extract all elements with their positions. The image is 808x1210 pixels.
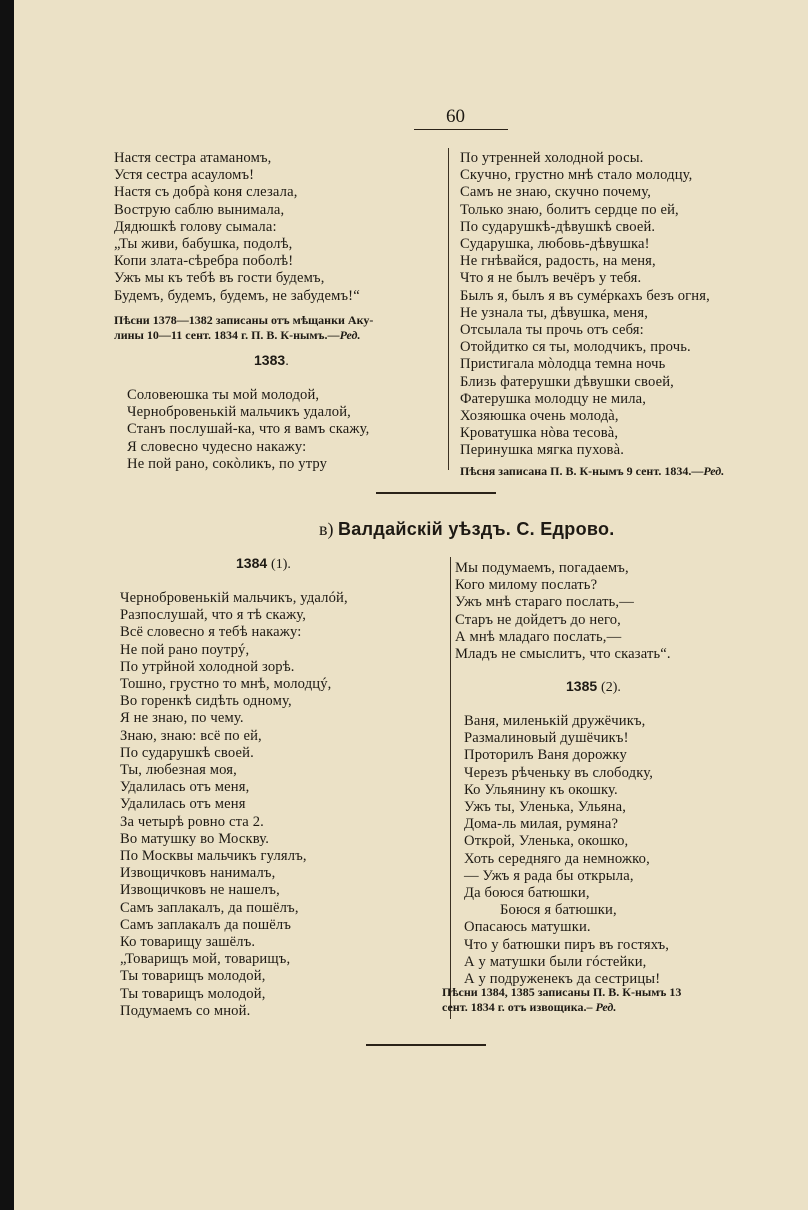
right-bottom-column bbox=[455, 560, 785, 663]
verse-line: Открой, Уленька, окошко, bbox=[464, 833, 629, 850]
verse-line: Ужъ ты, Уленька, Ульяна, bbox=[464, 799, 627, 816]
page-number: 60 bbox=[446, 106, 465, 127]
footnote-line bbox=[114, 328, 436, 343]
section-heading bbox=[319, 519, 615, 540]
verse-line: Чернобровенькій мальчикъ удалой, bbox=[127, 404, 351, 421]
verse-line: Черезъ рѣченьку въ слободку, bbox=[464, 764, 654, 781]
verse-line: Самъ заплакалъ, да пошёлъ, bbox=[120, 899, 299, 916]
verse-line: Отсылала ты прочь отъ себя: bbox=[460, 322, 644, 339]
verse-line: Подумаемъ со мной. bbox=[120, 1002, 251, 1019]
verse-line: Перинушка мягка пуховà. bbox=[460, 442, 625, 459]
verse-line: Хозяюшка очень молодà, bbox=[460, 408, 619, 425]
page bbox=[14, 0, 808, 1210]
footnote-line bbox=[442, 1000, 787, 1015]
verse-line: Во горенкѣ сидѣть одному, bbox=[120, 693, 292, 710]
footnote-text: сент. 1834 г. отъ извощика.– bbox=[442, 1000, 593, 1014]
footnote bbox=[114, 313, 436, 343]
verse-line: Во матушку во Москву. bbox=[120, 830, 270, 847]
song-1385-column bbox=[464, 713, 794, 988]
verse-line: Проторилъ Ваня дорожку bbox=[464, 747, 627, 764]
footnote-text: Пѣсня записана П. В. К-нымъ 9 сент. 1834.— bbox=[460, 463, 704, 478]
footnote-line: Пѣсни 1384, 1385 записаны П. В. К-нымъ 13 bbox=[442, 985, 682, 999]
verse-line: Соловеюшка ты мой молодой, bbox=[127, 387, 320, 403]
verse-line: Я словесно чудесно накажу: bbox=[127, 438, 307, 455]
verse-line: Младъ не смыслитъ, что сказать“. bbox=[455, 646, 671, 663]
verse-line: Не гнѣвайся, радость, на меня, bbox=[460, 253, 656, 270]
verse-line: Ужъ мы къ тебѣ въ гости будемъ, bbox=[114, 270, 325, 287]
verse-line: Боюся я батюшки, bbox=[500, 902, 617, 919]
poem-lines bbox=[460, 150, 790, 460]
verse-line: Тошно, грустно то мнѣ, молодцý, bbox=[120, 676, 332, 693]
footnote bbox=[460, 464, 790, 479]
song-number-1384 bbox=[236, 555, 291, 573]
poem-lines bbox=[464, 713, 794, 988]
verse-line: Ко Ульянину къ окошку. bbox=[464, 781, 618, 798]
verse-line: Я не знаю, по чему. bbox=[120, 710, 244, 727]
verse-line: По сударушкѣ-дѣвушкѣ своей. bbox=[460, 218, 656, 235]
verse-line: Всё словесно я тебѣ накажу: bbox=[120, 624, 302, 641]
poem-lines bbox=[455, 560, 785, 663]
verse-line: Копи злата-сѣребра поболѣ! bbox=[114, 253, 294, 270]
verse-line: Вострую саблю вынимала, bbox=[114, 201, 285, 218]
verse-line: Разпослушай, что я тѣ скажу, bbox=[120, 607, 307, 624]
verse-line: А у подруженекъ да сестрицы! bbox=[464, 971, 661, 988]
verse-line: Настя съ добрà коня слезала, bbox=[114, 184, 298, 201]
section-title: Валдайскій уѣздъ. С. Едрово. bbox=[338, 519, 615, 539]
song-number: 1383 bbox=[254, 352, 286, 368]
verse-line: Хоть середняго да немножко, bbox=[464, 850, 650, 867]
song-1383-column bbox=[127, 387, 447, 473]
right-top-column bbox=[460, 150, 790, 479]
verse-line: Не узнала ты, дѣвушка, меня, bbox=[460, 304, 649, 321]
verse-line: Знаю, знаю: всё по ей, bbox=[120, 727, 262, 744]
poem-lines bbox=[114, 150, 439, 305]
section-prefix: в) bbox=[319, 519, 334, 539]
verse-line: Мы подумаемъ, погадаемъ, bbox=[455, 560, 629, 576]
verse-line: Самъ заплакалъ да пошёлъ bbox=[120, 916, 292, 933]
verse-line: Только знаю, болитъ сердце по ей, bbox=[460, 201, 679, 218]
verse-line: Не пой рано поутрý, bbox=[120, 641, 250, 658]
verse-line: Ужъ мнѣ стараго послать,— bbox=[455, 594, 634, 611]
verse-line: Дома-ль милая, румяна? bbox=[464, 816, 619, 833]
song-number-1385 bbox=[566, 678, 621, 696]
verse-line: „Ты живи, бабушка, подолѣ, bbox=[114, 236, 293, 253]
verse-line: Былъ я, былъ я въ сумéркахъ безъ огня, bbox=[460, 287, 710, 304]
song-number-suffix: (1). bbox=[271, 557, 291, 572]
verse-line: По утренней холодной росы. bbox=[460, 150, 644, 166]
verse-line: По сударушкѣ своей. bbox=[120, 744, 254, 761]
editor-mark: Ред. bbox=[595, 1000, 617, 1014]
verse-line: Не пой рано, сокòликъ, по утру bbox=[127, 455, 328, 472]
poem-lines bbox=[127, 387, 447, 473]
verse-line: Ты товарищъ молодой, bbox=[120, 985, 266, 1002]
verse-line: Кого милому послать? bbox=[455, 577, 598, 594]
verse-line: А у матушки были гóстейки, bbox=[464, 953, 647, 970]
song-number-suffix: (2). bbox=[601, 680, 621, 695]
verse-line: Настя сестра атаманомъ, bbox=[114, 150, 272, 166]
verse-line: Ваня, миленькій дружёчикъ, bbox=[464, 713, 646, 729]
editor-mark: Ред. bbox=[339, 327, 361, 342]
verse-line: Будемъ, будемъ, будемъ, не забудемъ!“ bbox=[114, 287, 360, 304]
verse-line: За четырѣ ровно ста 2. bbox=[120, 813, 264, 830]
verse-line: Что я не былъ вечёръ у тебя. bbox=[460, 270, 642, 287]
verse-line: Устя сестра асауломъ! bbox=[114, 167, 255, 184]
verse-line: Извощичковъ не нашелъ, bbox=[120, 882, 280, 899]
column-divider bbox=[448, 148, 449, 470]
left-top-column bbox=[114, 150, 439, 343]
verse-line: Удалилась отъ меня, bbox=[120, 779, 250, 796]
verse-line: Чернобровенькій мальчикъ, удалóй, bbox=[120, 590, 348, 606]
end-rule bbox=[366, 1044, 486, 1046]
footnote-line: Пѣсни 1378—1382 записаны отъ мѣщанки Аку- bbox=[114, 312, 374, 327]
verse-line: Фатерушка молодцу не мила, bbox=[460, 390, 647, 407]
column-divider bbox=[450, 557, 451, 1019]
section-rule bbox=[376, 492, 496, 494]
verse-line: По утрйной холодной зорѣ. bbox=[120, 658, 295, 675]
verse-line: По Москвы мальчикъ гулялъ, bbox=[120, 848, 307, 865]
editor-mark: Ред. bbox=[703, 463, 725, 478]
verse-line: Скучно, грустно мнѣ стало молодцу, bbox=[460, 167, 693, 184]
verse-line: Станъ послушай-ка, что я вамъ скажу, bbox=[127, 421, 370, 438]
song-number-1383 bbox=[254, 352, 289, 368]
verse-line: Ко товарищу зашёлъ. bbox=[120, 934, 256, 951]
verse-line: Да боюся батюшки, bbox=[464, 885, 590, 902]
page-number-rule bbox=[414, 129, 508, 130]
verse-line: Удалилась отъ меня bbox=[120, 796, 246, 813]
verse-line: Дядюшкѣ голову сымала: bbox=[114, 218, 277, 235]
verse-line: Старъ не дойдетъ до него, bbox=[455, 611, 621, 628]
verse-line: Ты, любезная моя, bbox=[120, 762, 237, 779]
verse-line: Размалиновый душёчикъ! bbox=[464, 730, 629, 747]
footnote-text: лины 10—11 сент. 1834 г. П. В. К-нымъ.— bbox=[114, 327, 340, 342]
verse-line: Опасаюсь матушки. bbox=[464, 919, 591, 936]
verse-line: Близь фатерушки дѣвушки своей, bbox=[460, 373, 674, 390]
song-number-dot: . bbox=[285, 352, 290, 368]
verse-line: „Товарищъ мой, товарищъ, bbox=[120, 951, 291, 968]
verse-line: Извощичковъ нанималъ, bbox=[120, 865, 276, 882]
verse-line: А мнѣ младаго послать,— bbox=[455, 628, 622, 645]
verse-line: Кроватушка нòва тесовà, bbox=[460, 425, 619, 442]
verse-line: Отойдитко ся ты, молодчикъ, прочь. bbox=[460, 339, 691, 356]
verse-line: Самъ не знаю, скучно почему, bbox=[460, 184, 652, 201]
verse-line: Ты товарищъ молодой, bbox=[120, 968, 266, 985]
song-number: 1385 bbox=[566, 678, 598, 694]
poem-lines bbox=[120, 590, 450, 1020]
verse-line: Пристигала мòлодца темна ночь bbox=[460, 356, 666, 373]
song-1384-column bbox=[120, 590, 450, 1020]
footnote bbox=[442, 985, 787, 1015]
verse-line: — Ужъ я рада бы открыла, bbox=[464, 867, 634, 884]
verse-line: Что у батюшки пиръ въ гостяхъ, bbox=[464, 936, 670, 953]
song-number: 1384 bbox=[236, 555, 268, 571]
verse-line: Сударушка, любовь-дѣвушка! bbox=[460, 236, 650, 253]
